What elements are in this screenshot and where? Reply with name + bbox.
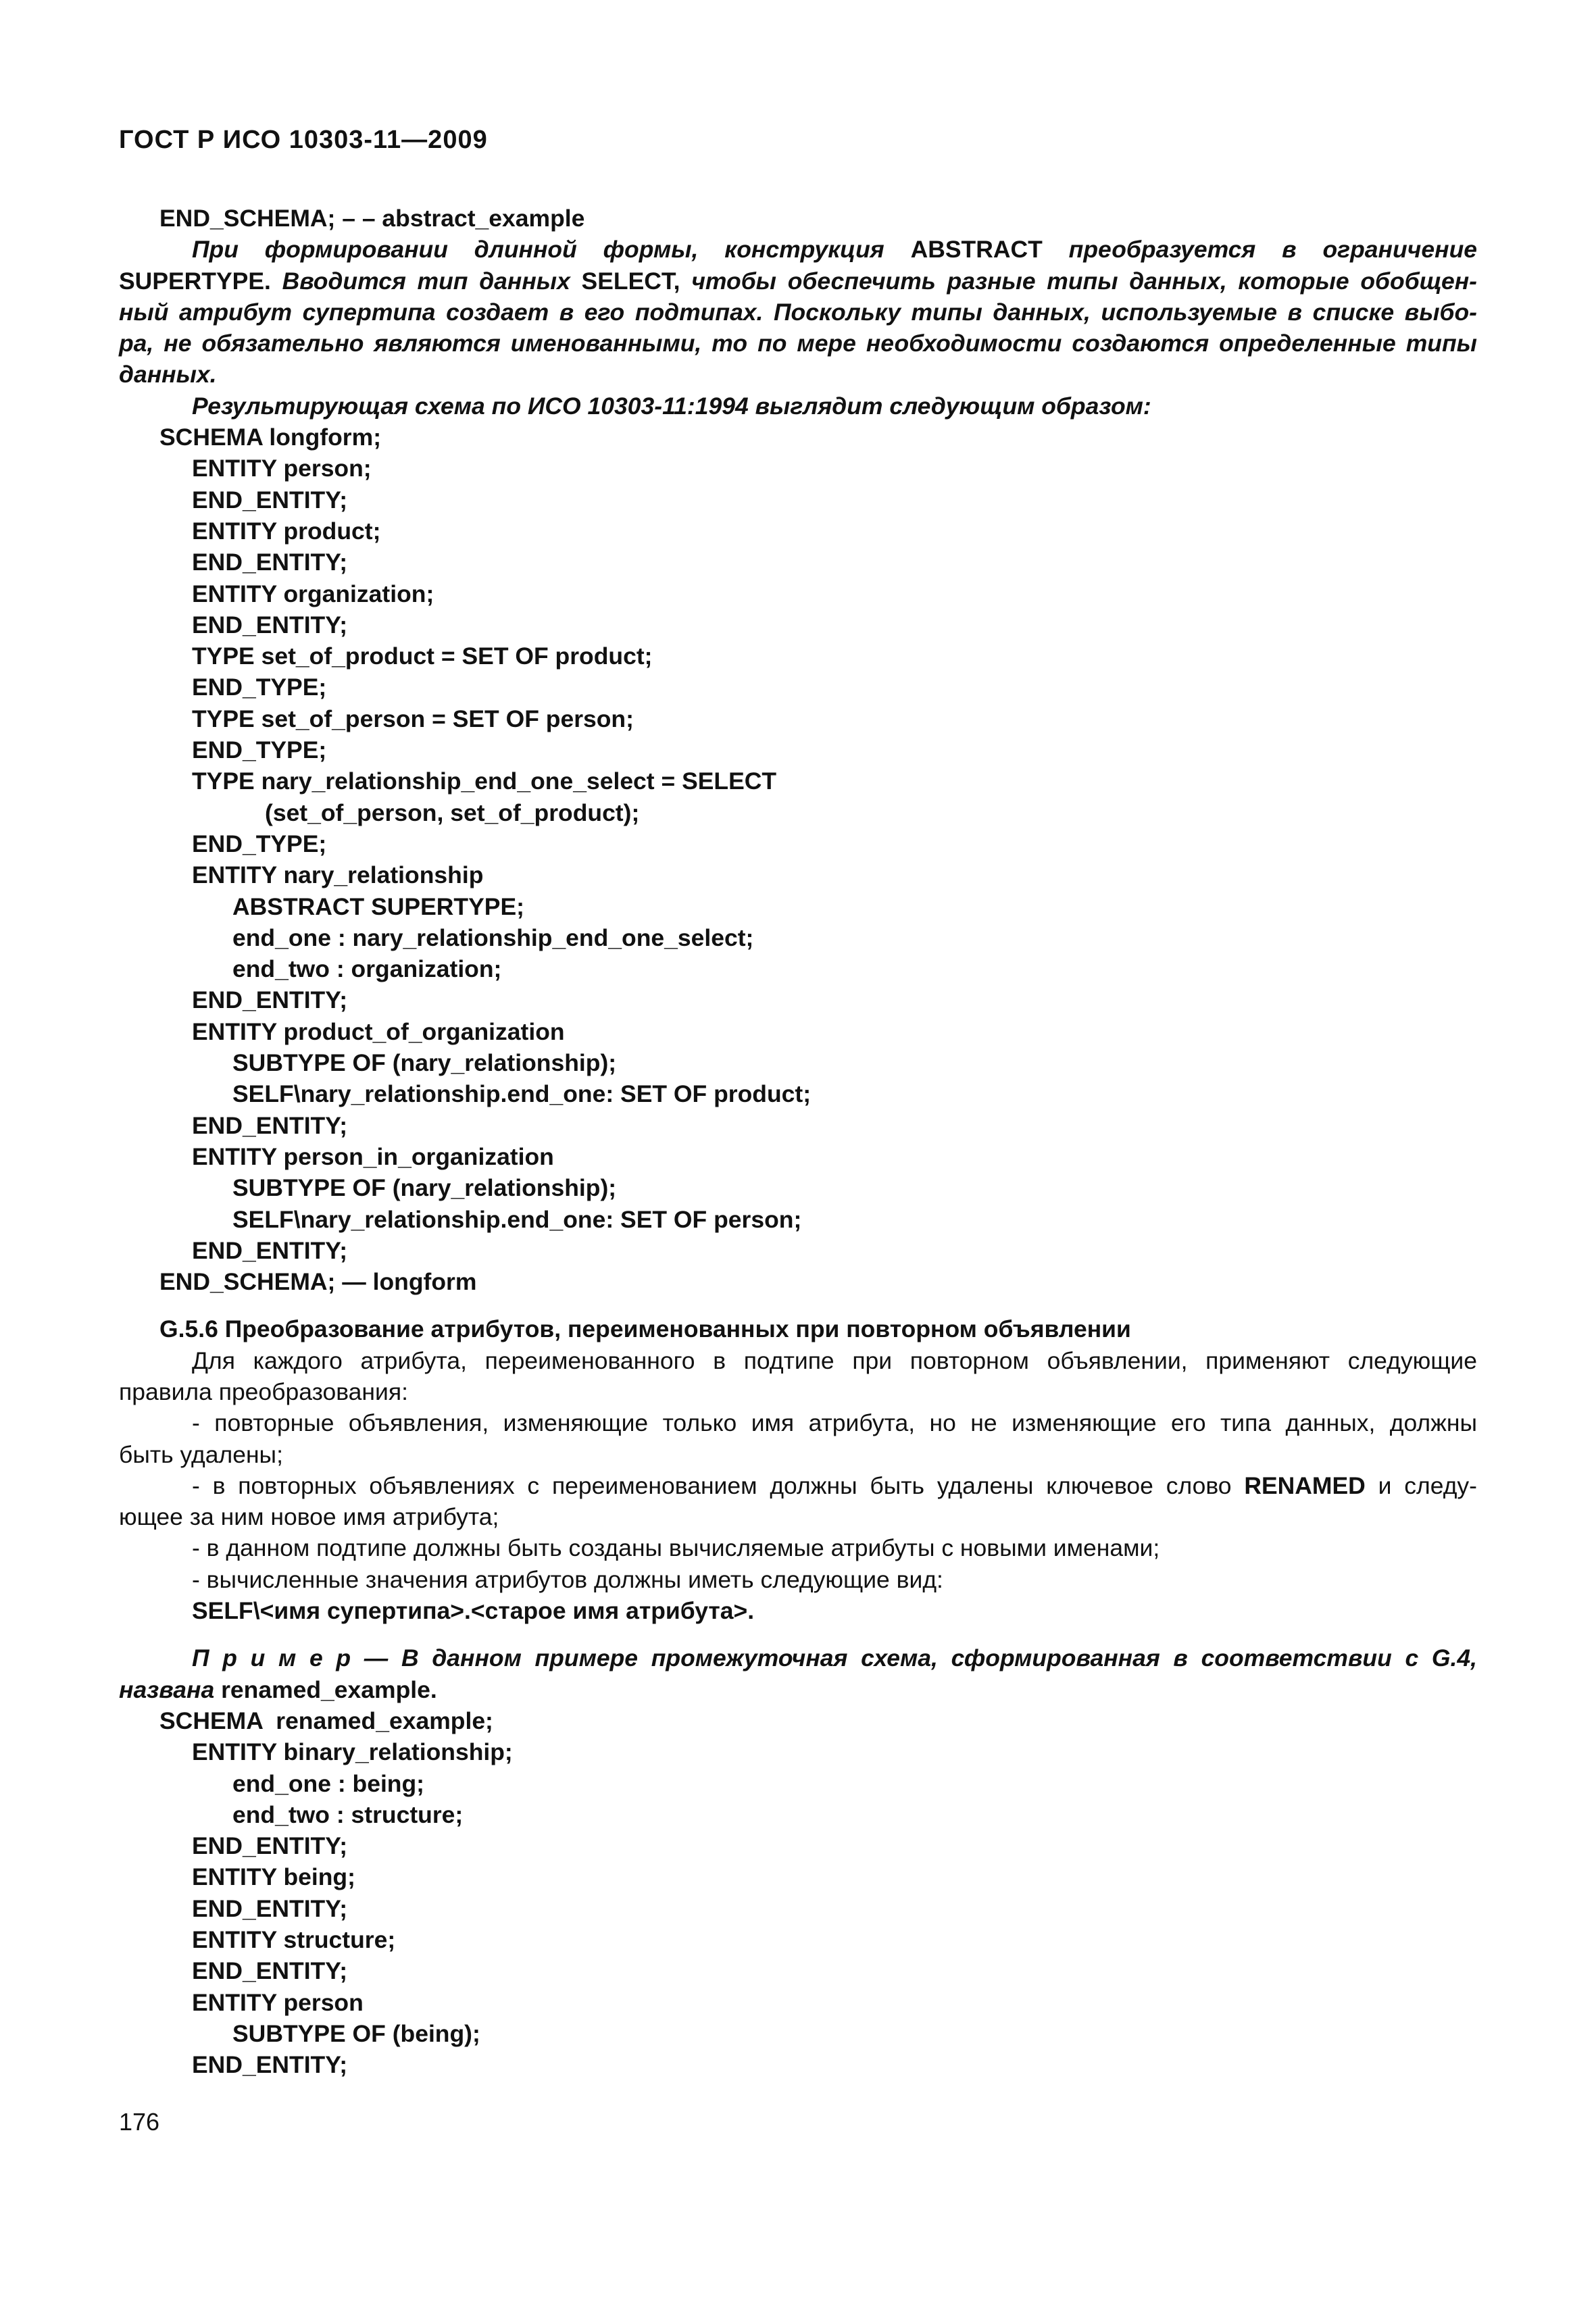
code-line: ENTITY person; [192,455,372,482]
text-run: - вычисленные значения атрибутов должны иметь следующие вид: [192,1565,943,1593]
schema-end-line: END_SCHEMA; – – abstract_example [159,205,585,232]
text-run: и следу- [1365,1472,1477,1499]
code-line: SCHEMA renamed_example; [159,1707,493,1734]
code-line: END_ENTITY; [192,1832,348,1860]
longform-schema-code [119,422,1477,1297]
text-line [119,1345,1477,1376]
text-run: При формировании длинной формы, конструкция [192,236,911,263]
text-run: ный атрибут супертипа создает в его подтипах. Поскольку типы данных, используемые в списке выбо- [119,298,1477,326]
text-run: ющее за ним новое имя атрибута; [119,1503,499,1531]
paragraph-line [119,328,1477,359]
text-line [119,1407,1477,1438]
code-line: SUBTYPE OF (being); [232,2019,480,2047]
code-line: END_ENTITY; [192,986,348,1014]
text-line [119,1564,1477,1595]
code-line: END_ENTITY; [192,1894,348,1922]
code-line: END_ENTITY; [192,2051,348,2079]
text-run: Вводится тип данных [270,267,582,295]
paragraph-line [119,359,1477,390]
code-line: SELF\nary_relationship.end_one: SET OF person; [232,1205,802,1233]
text-run: П р и м е р — В данном примере промежуточная схема, сформированная в соответствии с G.4, [192,1644,1477,1672]
text-run: - в данном подтипе должны быть созданы вычисляемые атрибуты с новыми именами; [192,1534,1160,1562]
code-line: end_one : being; [232,1769,424,1797]
code-line: ABSTRACT SUPERTYPE; [232,892,524,920]
text-line [119,1595,1477,1626]
code-line: ENTITY person [192,1988,364,2016]
code-line: ENTITY product_of_organization [192,1017,565,1045]
code-line: SUBTYPE OF (nary_relationship); [232,1174,617,1202]
code-line: END_TYPE; [192,736,327,764]
code-line: TYPE set_of_person = SET OF person; [192,705,634,732]
code-line: end_two : organization; [232,955,502,983]
code-line: end_two : structure; [232,1801,464,1828]
code-line: ENTITY binary_relationship; [192,1738,513,1766]
code-line: SCHEMA longform; [159,424,382,451]
text-run: данных. [119,361,217,388]
text-line [119,1642,1477,1674]
text-run: ABSTRACT [910,236,1043,263]
text-run: RENAMED [1244,1472,1366,1499]
renamed-example-schema-code [119,1705,1477,2081]
text-run: Для каждого атрибута, переименованного в подтипе при повторном объявлении, применяют следующие [192,1347,1477,1374]
code-line: END_SCHEMA; — longform [159,1268,477,1296]
page-number: 176 [119,2108,160,2136]
text-line [119,1470,1477,1501]
code-line: END_TYPE; [192,674,327,701]
code-line: SELF\nary_relationship.end_one: SET OF product; [232,1080,812,1108]
code-line: END_ENTITY; [192,486,348,513]
page-content [119,203,1477,2081]
text-line [119,1376,1477,1407]
text-run: renamed_example. [221,1676,437,1703]
text-run: - повторные объявления, изменяющие только имя атрибута, но не изменяющие его типа данных, должны [192,1409,1477,1437]
text-run: ра, не обязательно являются именованными, то по мере необходимости создаются определенные типы [119,330,1477,357]
text-run: быть удалены; [119,1440,283,1468]
code-line: END_ENTITY; [192,1957,348,1985]
code-line: END_ENTITY; [192,549,348,576]
code-line: ENTITY product; [192,517,381,545]
code-line: END_ENTITY; [192,1236,348,1264]
code-line: ENTITY person_in_organization [192,1142,554,1170]
code-line: ENTITY structure; [192,1926,396,1954]
text-line [119,1501,1477,1532]
section-heading: G.5.6 Преобразование атрибутов, переименованных при повторном объявлении [159,1315,1131,1343]
paragraph-line [119,266,1477,297]
text-line [119,1674,1477,1705]
text-run: правила преобразования: [119,1378,408,1405]
code-line: end_one : nary_relationship_end_one_select; [232,924,754,951]
text-run: SUPERTYPE. [119,267,271,295]
text-line [119,1532,1477,1563]
code-line: END_ENTITY; [192,1111,348,1139]
example-intro [119,1642,1477,1705]
document-header: ГОСТ Р ИСО 10303-11—2009 [119,126,488,154]
text-run: чтобы обеспечить разные типы данных, которые обобщен- [680,267,1477,295]
code-line: ENTITY nary_relationship [192,861,484,889]
code-line: TYPE set_of_product = SET OF product; [192,643,653,670]
code-line: ENTITY organization; [192,580,434,607]
code-line: (set_of_person, set_of_product); [265,799,640,826]
text-run: SELF\<имя супертипа>.<старое имя атрибута>. [192,1597,755,1625]
result-intro-line: Результирующая схема по ИСО 10303-11:1994 выглядит следующим образом: [192,392,1151,420]
code-line: TYPE nary_relationship_end_one_select = SELECT [192,768,777,795]
paragraph-line [119,234,1477,265]
code-line: END_TYPE; [192,830,327,857]
text-run: SELECT, [581,267,680,295]
text-run: - в повторных объявлениях с переименованием должны быть удалены ключевое слово [192,1472,1245,1499]
text-line [119,1439,1477,1470]
paragraph-line [119,297,1477,328]
section-body [119,1345,1477,1627]
text-run: названа [119,1676,222,1703]
text-run: преобразуется в ограничение [1042,236,1477,263]
code-line: ENTITY being; [192,1863,355,1891]
code-line: END_ENTITY; [192,611,348,638]
code-line: SUBTYPE OF (nary_relationship); [232,1049,617,1077]
explanation-paragraph [119,234,1477,390]
